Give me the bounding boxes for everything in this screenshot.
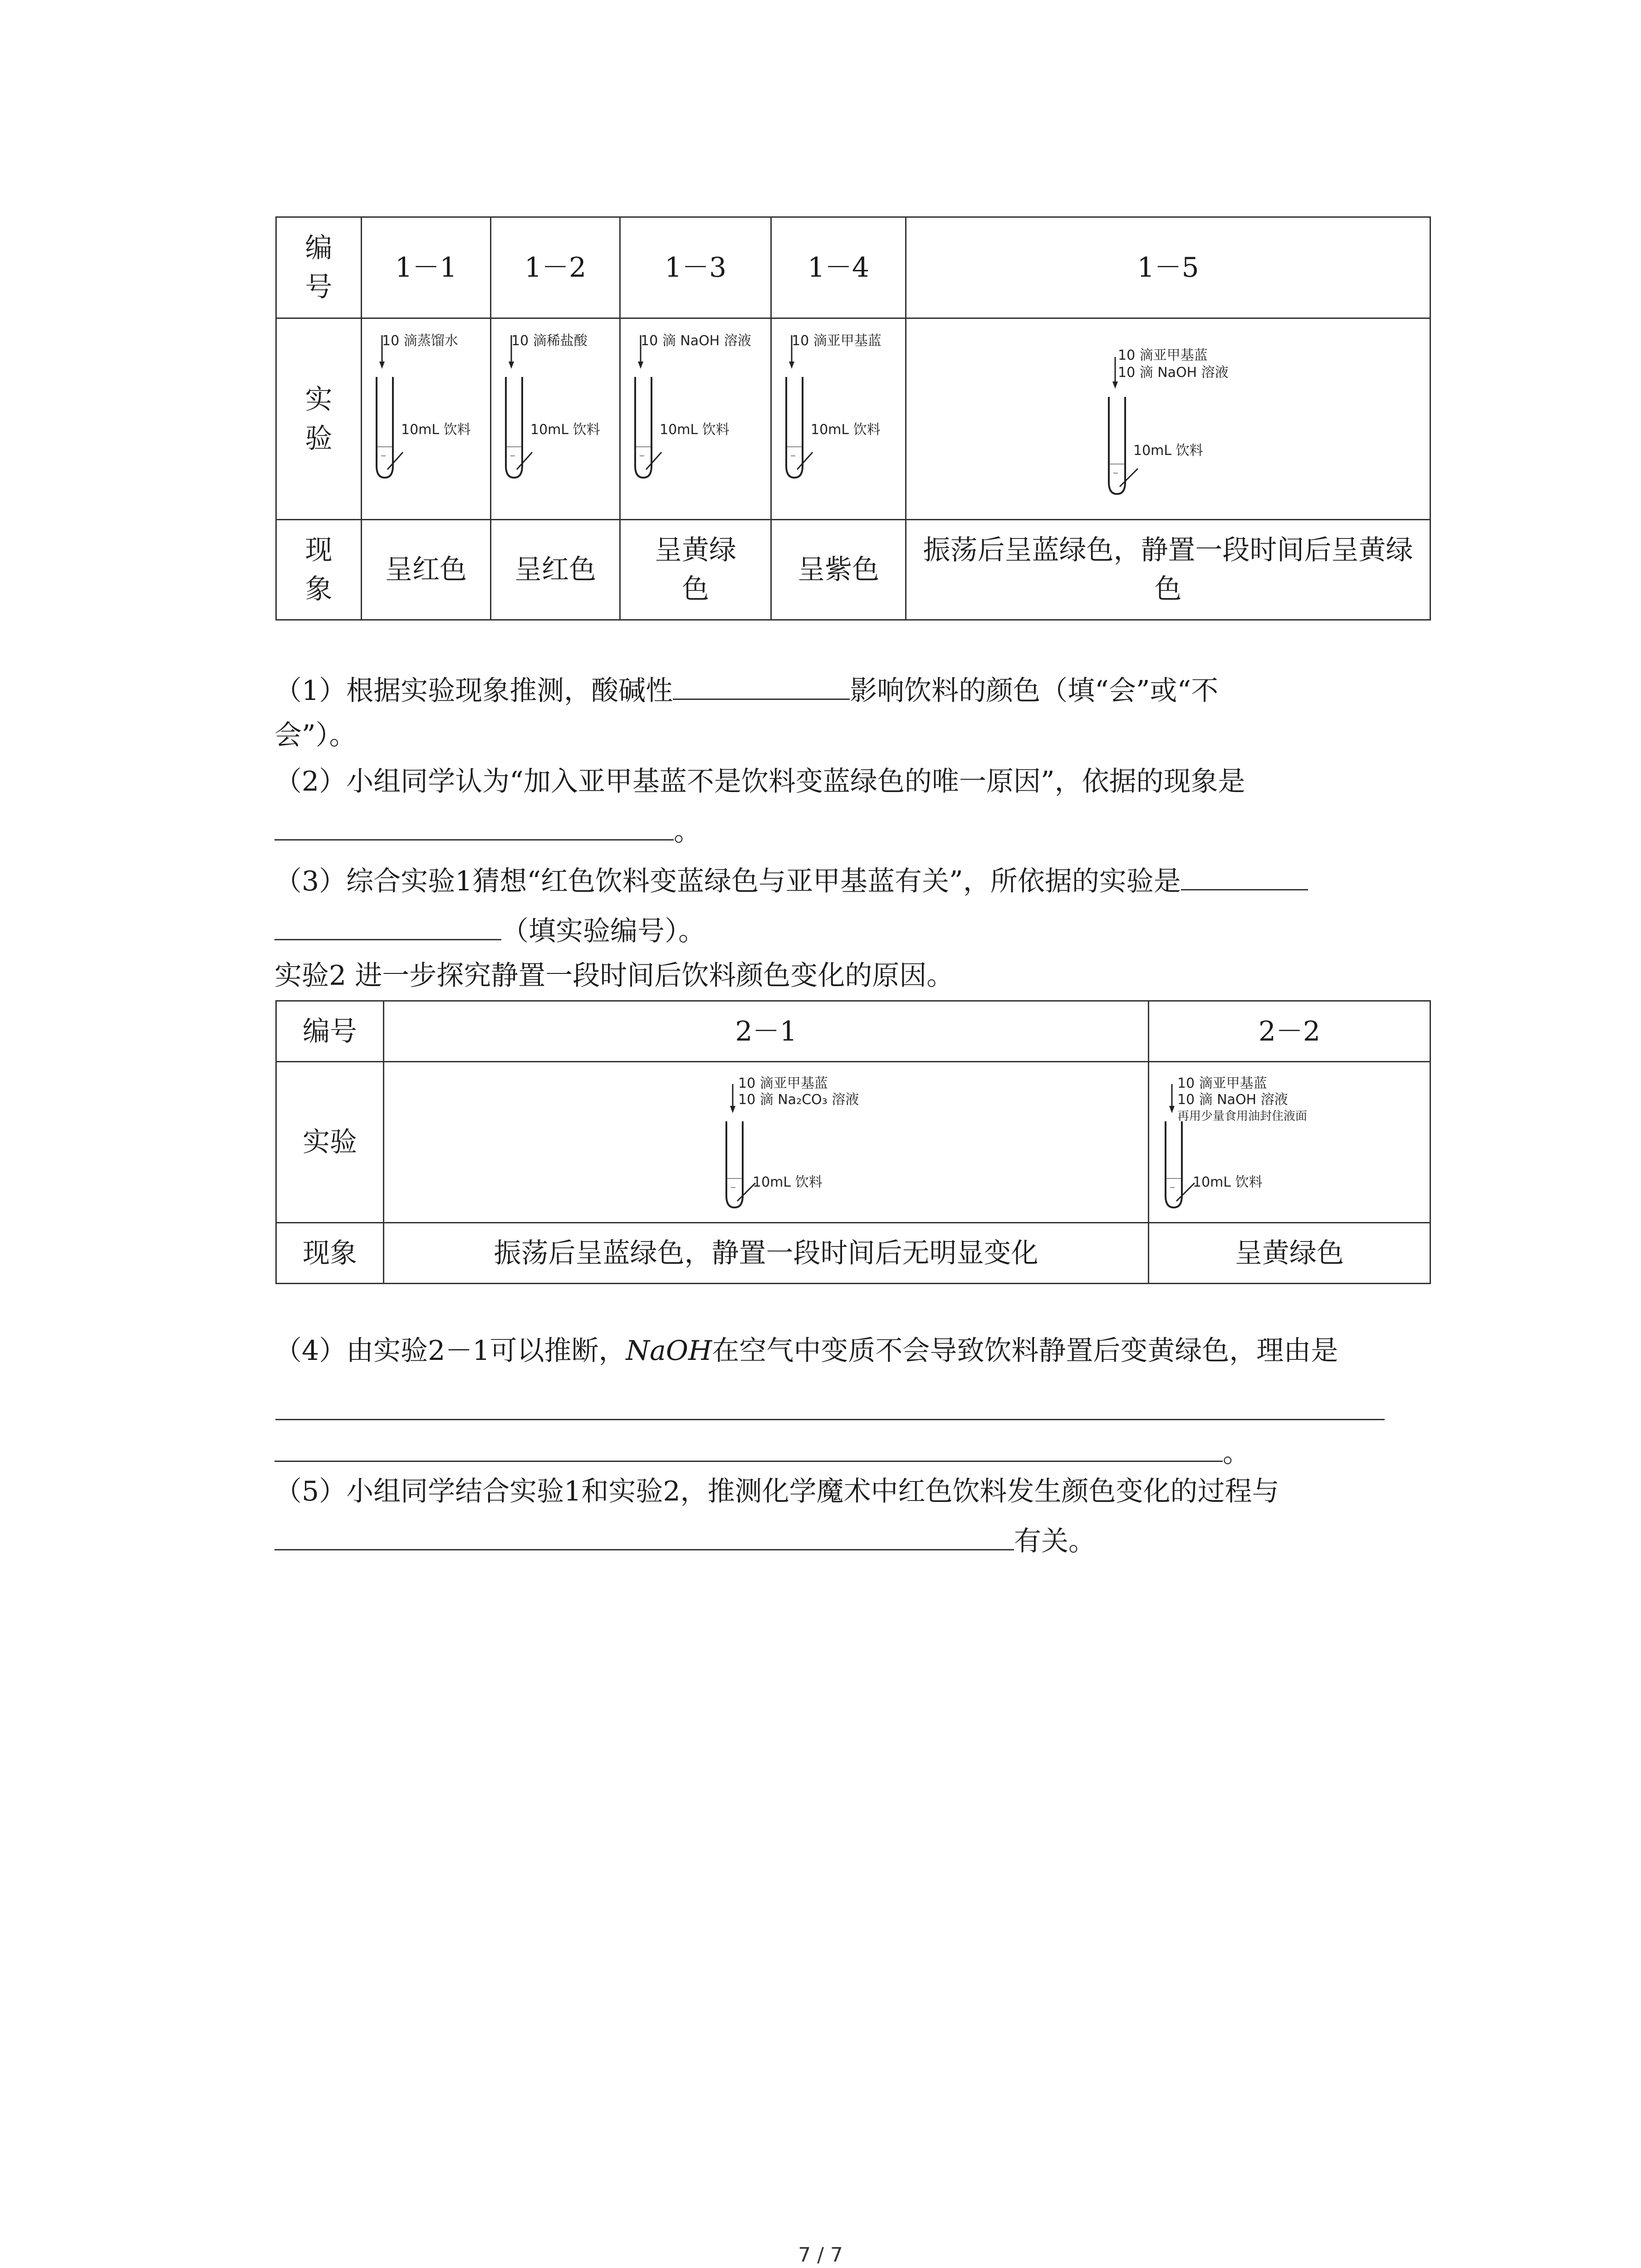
answer-blank[interactable] <box>274 1434 1223 1462</box>
experiment-2-2-figure <box>1149 1062 1430 1223</box>
row-label-number: 编号 <box>276 217 362 318</box>
test-tube-icon <box>371 333 407 488</box>
experiment-1-table <box>275 216 1431 621</box>
table-row <box>276 1001 1430 1062</box>
test-tube-icon <box>781 333 817 488</box>
answer-blank[interactable] <box>274 1523 1014 1550</box>
question-5-continued: 有关。 <box>274 1522 1096 1561</box>
test-tube-icon <box>1102 355 1142 500</box>
test-tube-icon <box>1158 1082 1199 1218</box>
question-5: （5）小组同学结合实验1和实验2，推测化学魔术中红色饮料发生颜色变化的过程与 <box>274 1476 1279 1507</box>
question-1: （1）根据实验现象推测，酸碱性 影响饮料的颜色（填“会”或“不 <box>274 671 1218 710</box>
phenomenon-cell: 振荡后呈蓝绿色，静置一段时间后呈黄绿色 <box>906 520 1430 620</box>
question-2-answer-line: 。 <box>274 812 701 851</box>
volume-label: 10mL 饮料 <box>660 422 730 438</box>
reagent-label: 10 滴 Na₂CO₃ 溶液 <box>738 1092 859 1108</box>
phenomenon-cell: 呈红色 <box>491 520 620 620</box>
experiment-1-4-figure <box>771 318 906 520</box>
experiment-id: 1－2 <box>491 217 620 318</box>
volume-label: 10mL 饮料 <box>401 422 471 438</box>
phenomenon-cell: 呈紫色 <box>771 520 906 620</box>
reagent-label: 10 滴稀盐酸 <box>511 333 588 349</box>
answer-blank[interactable] <box>673 672 850 700</box>
reagent-label: 10 滴 NaOH 溶液 <box>641 333 751 349</box>
table-row <box>276 520 1430 620</box>
answer-blank[interactable] <box>1181 863 1308 890</box>
experiment-1-2-figure <box>491 318 620 520</box>
question-3-continued: （填实验编号）。 <box>274 912 705 951</box>
volume-label: 10mL 饮料 <box>1133 443 1203 459</box>
reagent-label: 再用少量食用油封住液面 <box>1177 1110 1308 1123</box>
experiment-id: 1－3 <box>620 217 771 318</box>
reagent-label: 10 滴亚甲基蓝 <box>1118 347 1208 363</box>
row-label-experiment: 实验 <box>276 1062 384 1223</box>
reagent-label: 10 滴亚甲基蓝 <box>738 1075 828 1091</box>
answer-blank[interactable] <box>274 913 501 940</box>
reagent-label: 10 滴亚甲基蓝 <box>792 333 882 349</box>
experiment-id: 2－2 <box>1149 1001 1430 1062</box>
table-row <box>276 217 1430 318</box>
volume-label: 10mL 饮料 <box>753 1174 823 1190</box>
volume-label: 10mL 饮料 <box>1193 1174 1263 1190</box>
naoh-formula: NaOH <box>626 1335 712 1367</box>
page-number: 7 / 7 <box>798 2244 843 2267</box>
volume-label: 10mL 饮料 <box>811 422 881 438</box>
test-tube-icon <box>719 1082 760 1218</box>
table-row <box>276 318 1430 520</box>
question-1-continued: 会”）。 <box>274 719 357 751</box>
reagent-label: 10 滴 NaOH 溶液 <box>1118 365 1229 381</box>
experiment-1-3-figure <box>620 318 771 520</box>
test-tube-icon <box>630 333 666 488</box>
question-2: （2）小组同学认为“加入亚甲基蓝不是饮料变蓝绿色的唯一原因”，依据的现象是 <box>274 766 1245 797</box>
table-row <box>276 1223 1430 1284</box>
row-label-number: 编号 <box>276 1001 384 1062</box>
reagent-label: 10 滴蒸馏水 <box>382 333 458 349</box>
phenomenon-cell: 呈黄绿色 <box>620 520 771 620</box>
answer-blank[interactable] <box>274 813 674 841</box>
row-label-phenomenon: 现象 <box>276 1223 384 1284</box>
experiment-id: 1－1 <box>362 217 491 318</box>
experiment-2-1-figure <box>384 1062 1149 1223</box>
question-3: （3）综合实验1猜想“红色饮料变蓝绿色与亚甲基蓝有关”，所依据的实验是 <box>274 862 1308 901</box>
row-label-phenomenon: 现象 <box>276 520 362 620</box>
reagent-label: 10 滴亚甲基蓝 <box>1177 1075 1267 1091</box>
question-4-answer-line: 。 <box>274 1433 1250 1472</box>
row-label-experiment: 实验 <box>276 318 362 520</box>
experiment-id: 1－5 <box>906 217 1430 318</box>
experiment-id: 1－4 <box>771 217 906 318</box>
experiment-1-5-figure <box>906 318 1430 520</box>
phenomenon-cell: 呈红色 <box>362 520 491 620</box>
experiment-1-1-figure <box>362 318 491 520</box>
reagent-label: 10 滴 NaOH 溶液 <box>1177 1092 1288 1108</box>
experiment-2-intro: 实验2 进一步探究静置一段时间后饮料颜色变化的原因。 <box>274 960 954 992</box>
volume-label: 10mL 饮料 <box>530 422 600 438</box>
table-row <box>276 1062 1430 1223</box>
phenomenon-cell: 呈黄绿色 <box>1149 1223 1430 1284</box>
answer-line[interactable] <box>275 1419 1385 1420</box>
test-tube-icon <box>500 333 537 488</box>
phenomenon-cell: 振荡后呈蓝绿色，静置一段时间后无明显变化 <box>384 1223 1149 1284</box>
question-4: （4）由实验2－1可以推断，NaOH在空气中变质不会导致饮料静置后变黄绿色，理由是 <box>274 1335 1338 1367</box>
experiment-2-table <box>275 1000 1431 1284</box>
experiment-id: 2－1 <box>384 1001 1149 1062</box>
